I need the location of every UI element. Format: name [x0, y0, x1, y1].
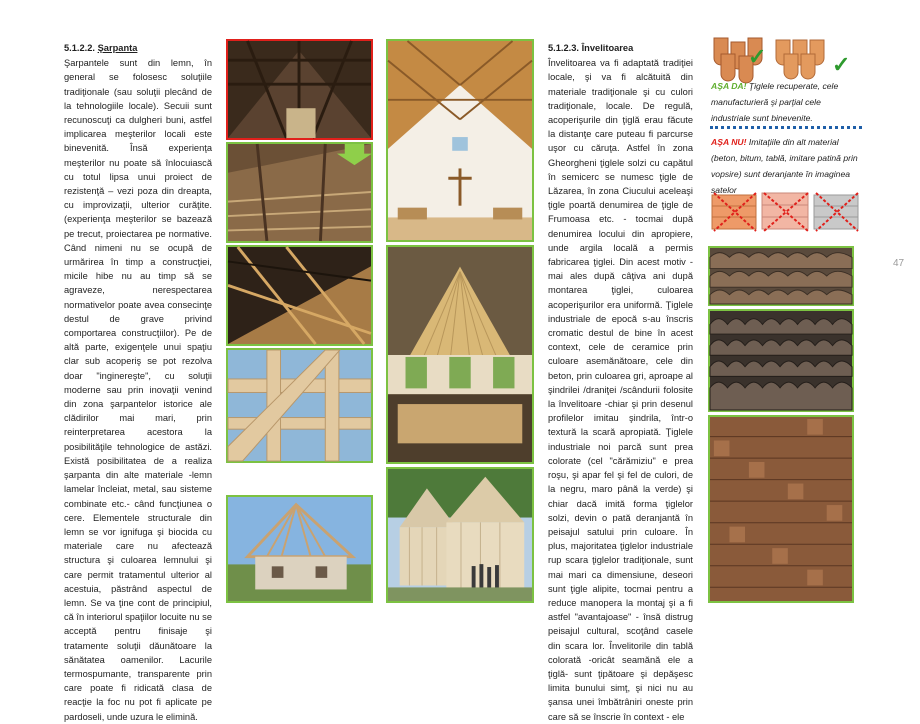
photo-timber-frame — [226, 348, 373, 463]
photo-church-interior — [386, 39, 534, 242]
photo-old-tiles-2 — [708, 309, 854, 412]
mid-text-column — [548, 41, 693, 724]
sarpanta-body: Şarpantele sunt din lemn, în general se folosesc soluţiile tradiţionale (sau soluţii plecând de la tehnologiile locale). Secuii sunt recunoscuţi ca dulgheri buni, astfel implicarea meşterilor locali este binevenită. Însă experienţa meşterilor nu poate să înlocuiască cu totul lipsa unui proiect de rezistenţă – vezi poza din dreapta, cu improvizaţii, ulterior curăţite. (experienţa meşterilor se bazează pe trecut, proiectarea pe normative. Când nimeni nu se ocupă de urmărirea în timp a construcţiei, micile hibe nu au timp să se agraveze, nerespectarea normativelor poate avea consecinţe destul de grave privind comportarea construcţiilor). Pe de altă parte, exigenţele unui spaţiu clar sub acoperiş se pot rezolva doar "inginereşte", cu soluţii moderne sau prin inovaţii venind din zona şarpantelor istorice ale clădirilor mai mari, prin reinterpretarea acestora la posibilităţile tehnologice de astăzi. Există posibilitatea de a realiza şarpanta din alte materiale -lemn lamelar încleiat, metal, sau sisteme combinate etc.- când funcţiunea o cere. Elementele structurale din lemn se vor ignifuga şi biocida cu materiale care nu afectează structura şi culoarea lemnului şi care permit tratamentul ulterior al acestuia, păstrând aspectul de lemn. Se va ţine cont de principiul, că în interiorul spaţiilor locuite nu se acceptă pentru finisaje şi tratamente soluţii dăunătoare la sănătatea oamenilor. Lacurile termospumante, transparente prin care poate fi ridicată clasa de reacţie la foc nu pot fi aplicate pe pardoseli, unde uzura le elimină. — [64, 58, 212, 722]
yes-label: AŞA DA! — [711, 81, 747, 91]
photo-wooden-house-exterior — [386, 467, 534, 603]
page-number: 47 — [893, 258, 905, 269]
photo-attic-red — [226, 39, 373, 140]
yes-text: Ţiglele recuperate, cele manufacturieră şi parţial cele industriale sunt binevenite. — [711, 81, 839, 123]
note-yes — [711, 78, 861, 126]
tile-sample-good-2 — [774, 40, 828, 78]
invelitoarea-body: Învelitoarea va fi adaptată tradiţiei locale, şi va fi alcătuită din materiale tradiţionale şi cu culori tradiţionale, locale. De regulă, acoperişurile din ţiglă erau făcute la distanţe care puteau fi parcurse uşor cu căruţa. Astfel în zona Gheorgheni ţiglele solzi cu capătul în semicerc se numesc ţigle de Lăzarea, în zona Ciucului aceleaşi ţigle poartă denumirea de ţigle de Frumoasa etc. - tocmai după denumirea locului din apropiere, unde argila locală a permis fabricarea ţiglei. Din acest motiv -mai ales după câţiva ani după montarea ţiglei, culoarea acoperişurilor era uniformă. Ţiglele industriale de epocă s-au înscris cromatic destul de bine în acest context, cele de ceramice prin culoare asemănătoare, cele din beton, prin culoarea gri, aproape al şindrilei /draniţei /scândurii folosite la învelitoare -chiar şi prin desenul profilelor imitau şindrila, într-o textură la scară apropiată. Ţiglele industriale noi parcă sunt prea colorate (cel "cărămiziu" e prea roşu, şi apar fel şi fel de culori, de la negru, maro până la verde) şi chiar dacă imită forma ţiglelor solzi, devin o pată deranjantă în peisajul satului prin culoare. În plus, majoritatea ţiglelor industriale rup scara ţiglelor tradiţionale, sunt mai mari ca dimensiune, deseori sunt ţigle alipite, tocmai pentru a reduce manopera la montaj şi a fi astfel "avantajoase" - însă distrug peisajul cultural, scoţând casele din scara lor. Învelitorile din tablă colorată -oricât seamănă ele a ţiglă- sunt ţipătoare şi depăşesc limita bunului simţ, şi nici nu au şansa unei îmbătrâniri oneste prin care să se înscrie în context - ele — [548, 58, 693, 722]
check-icon: ✓ — [748, 44, 767, 69]
photo-wooden-gable-interior — [386, 245, 534, 464]
photo-old-tiles-3 — [708, 415, 854, 603]
check-icon-2: ✓ — [832, 52, 851, 77]
section-heading-invelitoarea: 5.1.2.3. Învelitoarea — [548, 43, 634, 53]
left-text-column — [64, 41, 212, 724]
photo-house-roof-construction — [226, 495, 373, 603]
dotted-divider — [710, 126, 862, 129]
photo-roof-trusses — [226, 245, 373, 346]
section-heading-sarpanta: 5.1.2.2. Şarpanta — [64, 43, 138, 53]
photo-attic-cleaned — [226, 142, 373, 243]
tile-sample-bad — [710, 189, 860, 233]
no-label: AŞA NU! — [711, 137, 747, 147]
photo-old-tiles-1 — [708, 246, 854, 306]
no-text: Imitaţiile din alt material (beton, bitum, tablă, imitare patină prin vopsire) sunt deranjante în imaginea satelor — [711, 137, 858, 195]
